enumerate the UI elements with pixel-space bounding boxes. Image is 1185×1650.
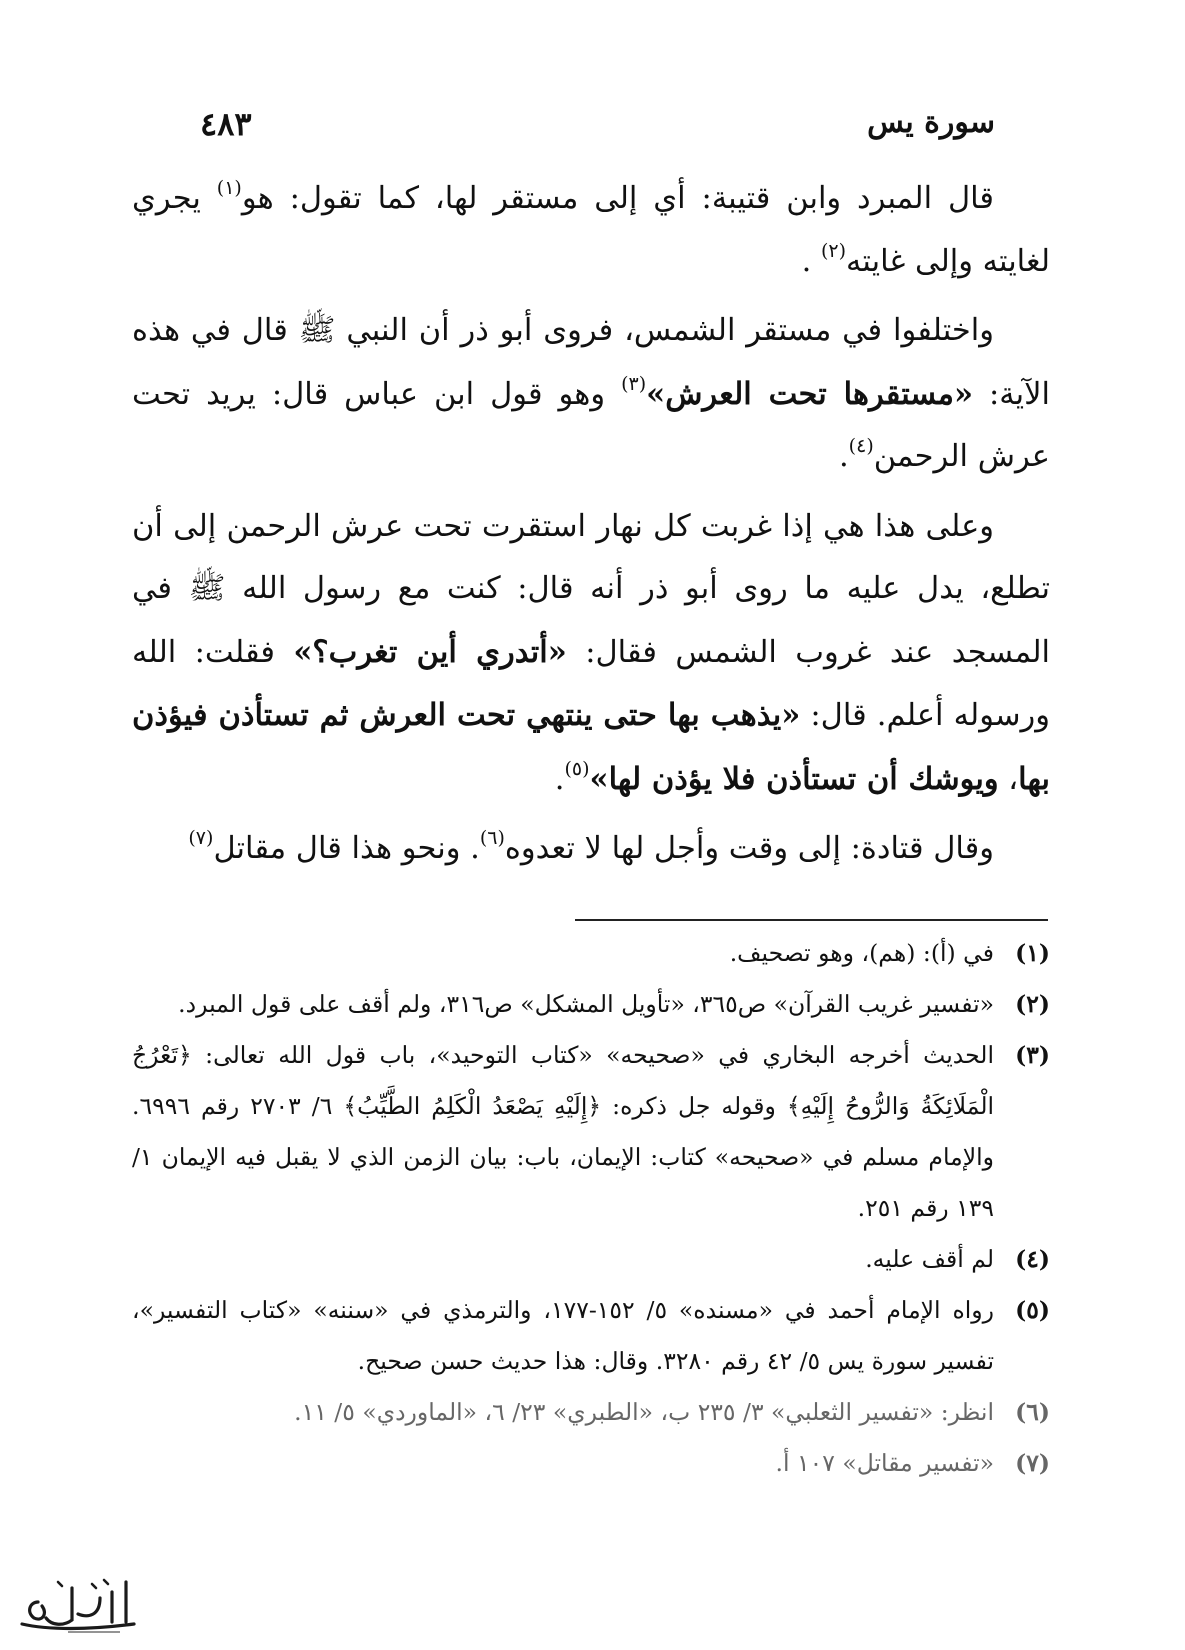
footnote-4: (٤) لم أقف عليه. [865, 1245, 1050, 1273]
footnote-ref: (١) [216, 177, 242, 199]
footnote-6: (٦) انظر: «تفسير الثعلبي» ٣/ ٢٣٥ ب، «الطبري» ٢٣/ ٦، «الماوردي» ٥/ ١١. [294, 1398, 1050, 1426]
publisher-stamp-logo [8, 1568, 143, 1643]
paragraph-4: وقال قتادة: إلى وقت وأجل لها لا تعدوه$^{(٦)}$. ونحو هذا قال مقاتل$^{(٧)}$ [188, 827, 994, 866]
hadith-quote: «مستقرها تحت العرش» [646, 375, 974, 412]
paragraph-1: قال المبرد وابن قتيبة: أي إلى مستقر لها، كما تقول: هو$^{(١)}$ يجري لغايته وإلى غايته$^{(٢)}$ . [132, 177, 1050, 279]
hadith-quote: «أتدري أين تغرب؟» [293, 633, 567, 670]
footnote-ref: (٢) [820, 239, 847, 262]
footnote-2: (٢) «تفسير غريب القرآن» ص٣٦٥، «تأويل المشكل» ص٣١٦، ولم أقف على قول المبرد. [178, 990, 1050, 1018]
footnote-1: (١) في (أ): (هم)، وهو تصحيف. [729, 939, 1050, 967]
footnotes [132, 928, 1050, 1489]
footnote-ref: (٧) [188, 827, 214, 849]
paragraph-3: وعلى هذا هي إذا غربت كل نهار استقرت تحت عرش الرحمن إلى أن تطلع، يدل عليه ما روى أبو ذر أنه قال: كنت مع رسول الله ﷺ في المسجد عند غروب الشمس فقال: «أتدري أين تغرب؟» فقلت: الله ورسوله أعلم. قال: «يذهب بها حتى ينتهي تحت العرش ثم تستأذن فيؤذن بها، ويوشك أن تستأذن فلا يؤذن لها»$^{(٥)}$. [132, 508, 1050, 797]
hadith-quote: ويوشك أن تستأذن فلا يؤذن لها» [589, 760, 999, 797]
page-number: ٤٨٣ [200, 105, 252, 143]
footnote-divider [575, 919, 1048, 921]
footnote-5: (٥) رواه الإمام أحمد في «مسنده» ٥/ ١٥٢-١٧٧، والترمذي في «سننه» «كتاب التفسير»، تفسير سورة يس ٥/ ٤٢ رقم ٣٢٨٠. وقال: هذا حديث حسن صحيح. [132, 1296, 1050, 1375]
footnote-ref: (٦) [479, 827, 505, 849]
footnote-ref: (٣) [621, 372, 647, 395]
main-text [132, 168, 1050, 888]
surah-title: سورة يس [867, 105, 995, 140]
footnote-ref: (٥) [564, 757, 590, 780]
page-header [200, 105, 995, 149]
footnote-3: (٣) الحديث أخرجه البخاري في «صحيحه» «كتاب التوحيد»، باب قول الله تعالى: ﴿تَعْرُجُ الْمَلَائِكَةُ وَالرُّوحُ إِلَيْهِ﴾ وقوله جل ذكره: ﴿إِلَيْهِ يَصْعَدُ الْكَلِمُ الطَّيِّبُ﴾ ٦/ ٢٧٠٣ رقم ٦٩٩٦. والإمام مسلم في «صحيحه» كتاب: الإيمان، باب: بيان الزمن الذي لا يقبل فيه الإيمان ١/ ١٣٩ رقم ٢٥١. [132, 1041, 1050, 1222]
footnote-ref: (٤) [848, 435, 874, 457]
hadith-quote: «يذهب بها حتى ينتهي تحت العرش ثم تستأذن فيؤذن بها [132, 697, 1050, 797]
footnote-7: (٧) «تفسير مقاتل» ١٠٧ أ. [775, 1449, 1050, 1477]
paragraph-2: واختلفوا في مستقر الشمس، فروى أبو ذر أن النبي ﷺ قال في هذه الآية: «مستقرها تحت العرش»$^{(٣)}$ وهو قول ابن عباس قال: يريد تحت عرش الرحمن$^{(٤)}$. [132, 313, 1050, 474]
